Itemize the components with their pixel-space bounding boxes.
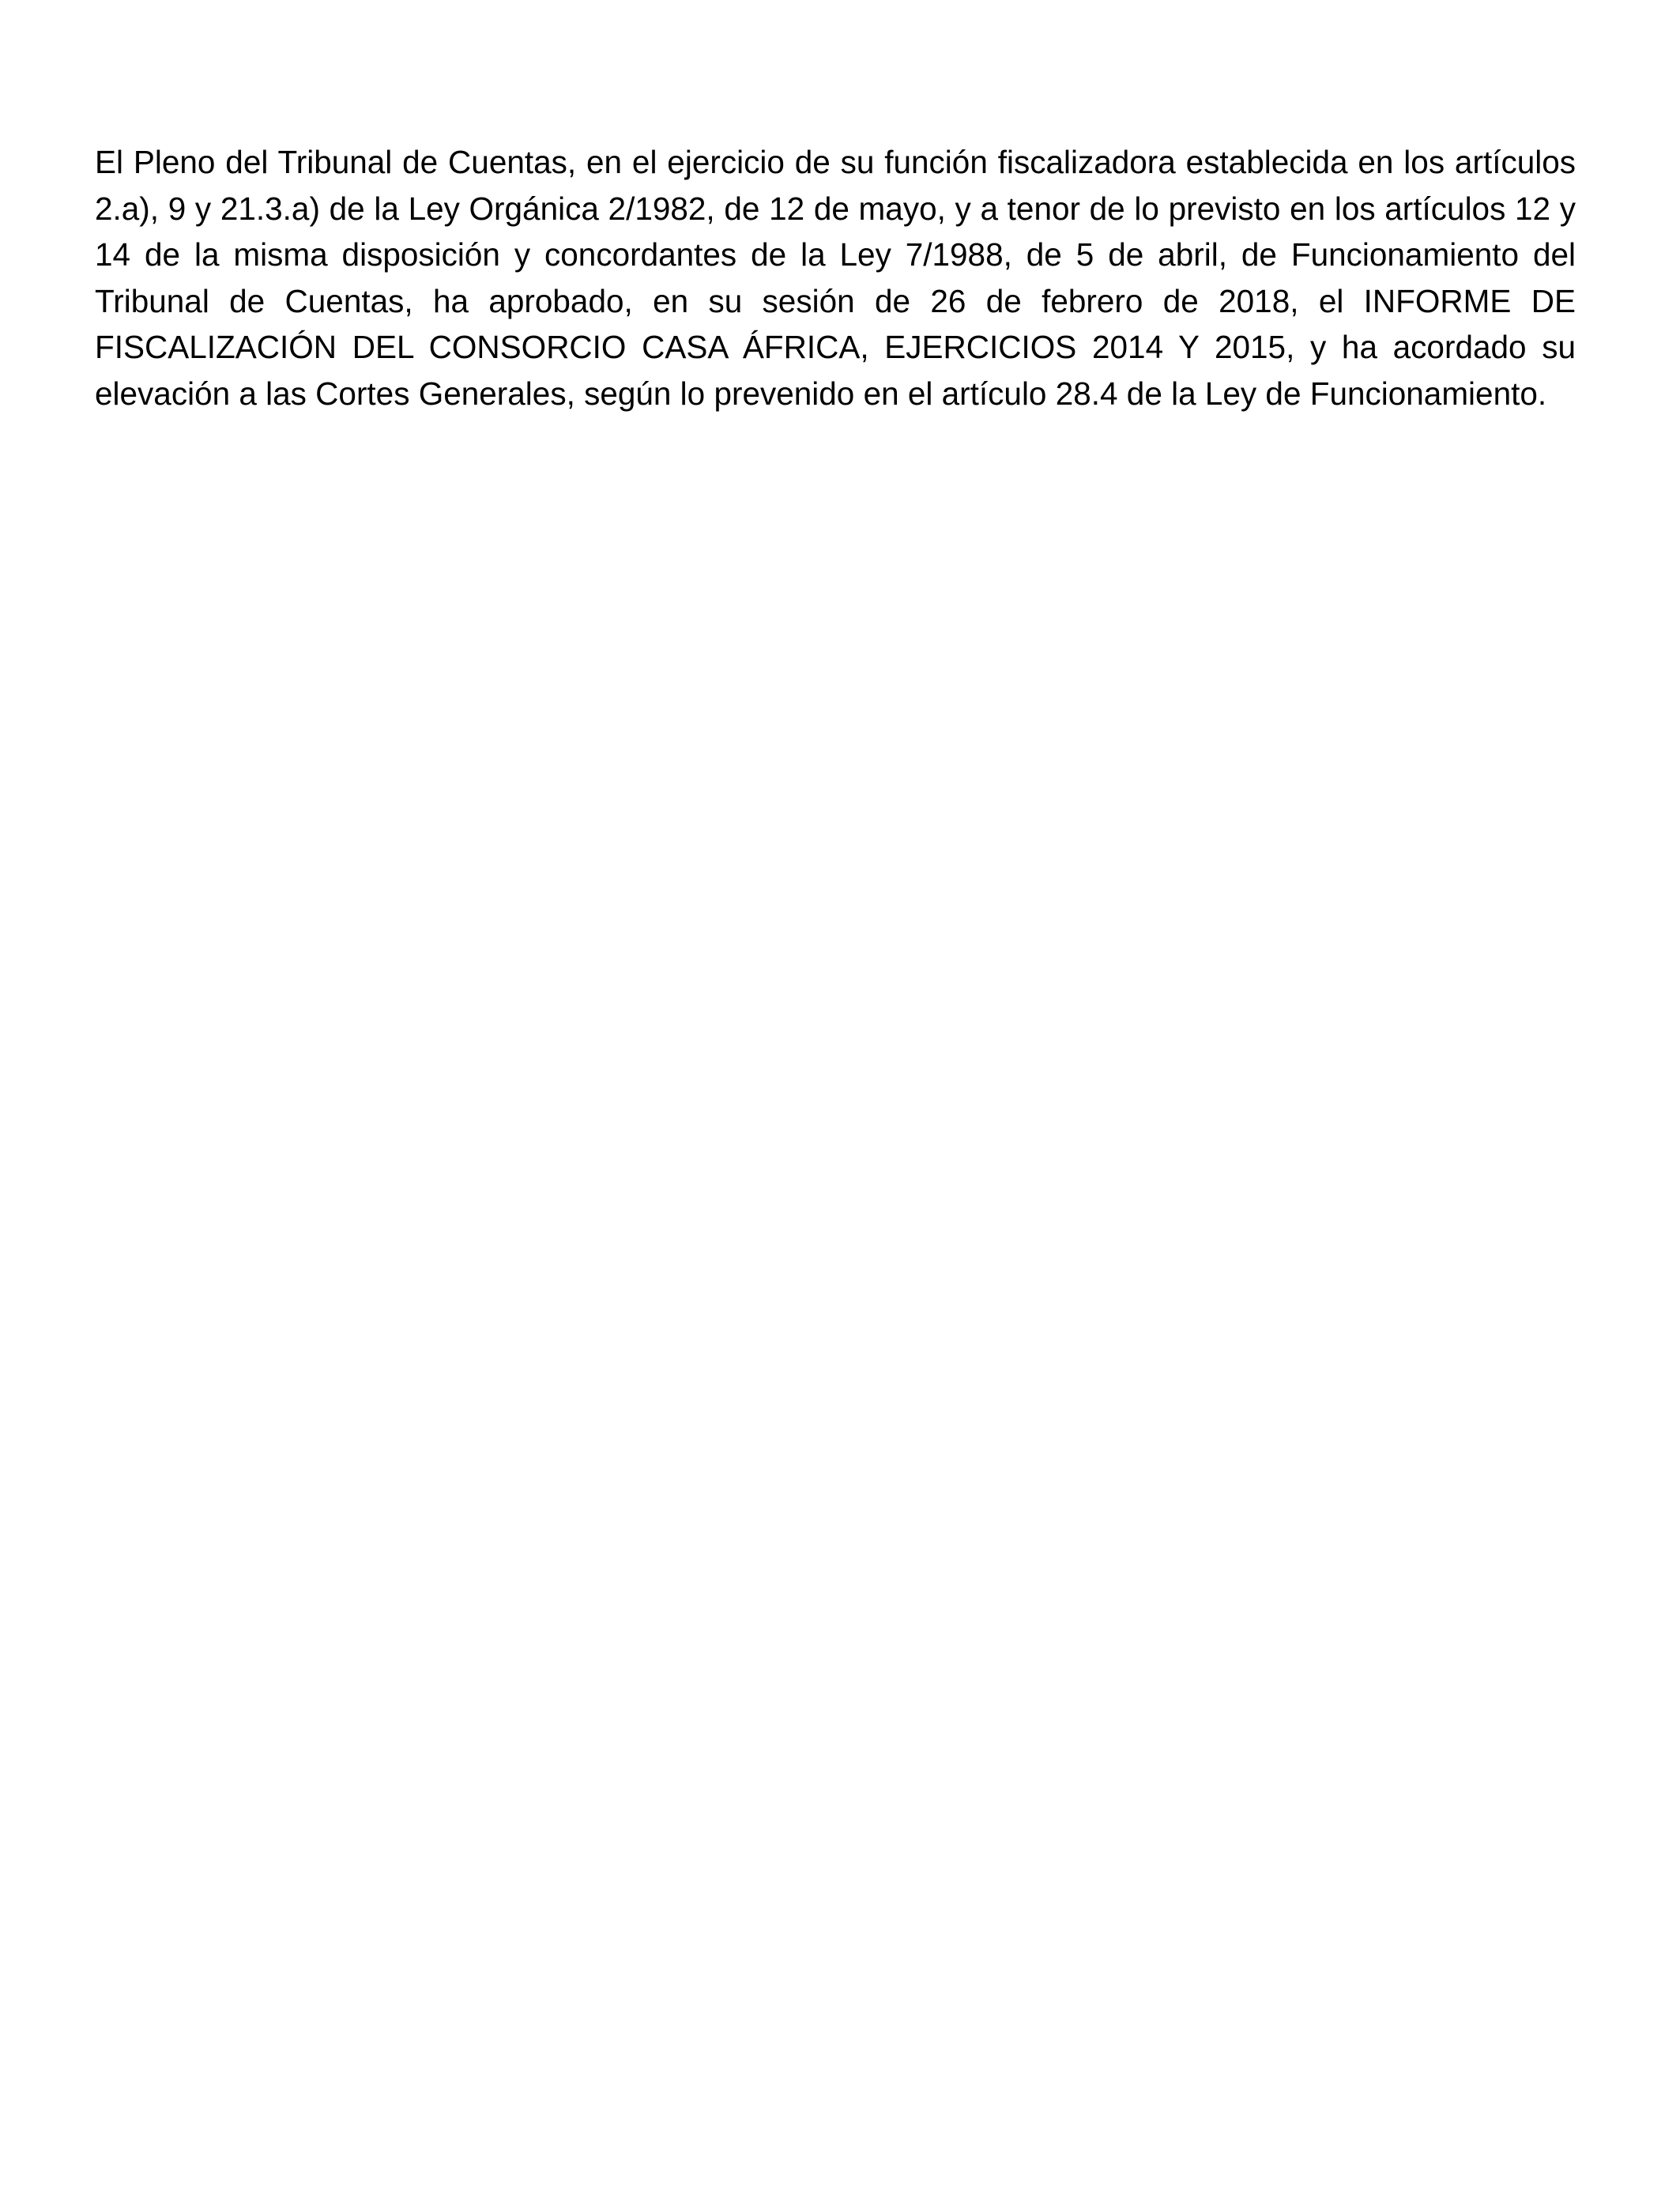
body-paragraph: El Pleno del Tribunal de Cuentas, en el ejercicio de su función fiscalizadora establecida en los artículos 2.a), 9 y 21.3.a) de la Ley Orgánica 2/1982, de 12 de mayo, y a tenor de lo previsto en los artículos 12 y 14 de la misma disposición y concordantes de la Ley 7/1988, de 5 de abril, de Funcionamiento del Tribunal de Cuentas, ha aprobado, en su sesión de 26 de febrero de 2018, el INFORME DE FISCALIZACIÓN DEL CONSORCIO CASA ÁFRICA, EJERCICIOS 2014 Y 2015, y ha acordado su elevación a las Cortes Generales, según lo prevenido en el artículo 28.4 de la Ley de Funcionamiento. — [95, 144, 1576, 412]
